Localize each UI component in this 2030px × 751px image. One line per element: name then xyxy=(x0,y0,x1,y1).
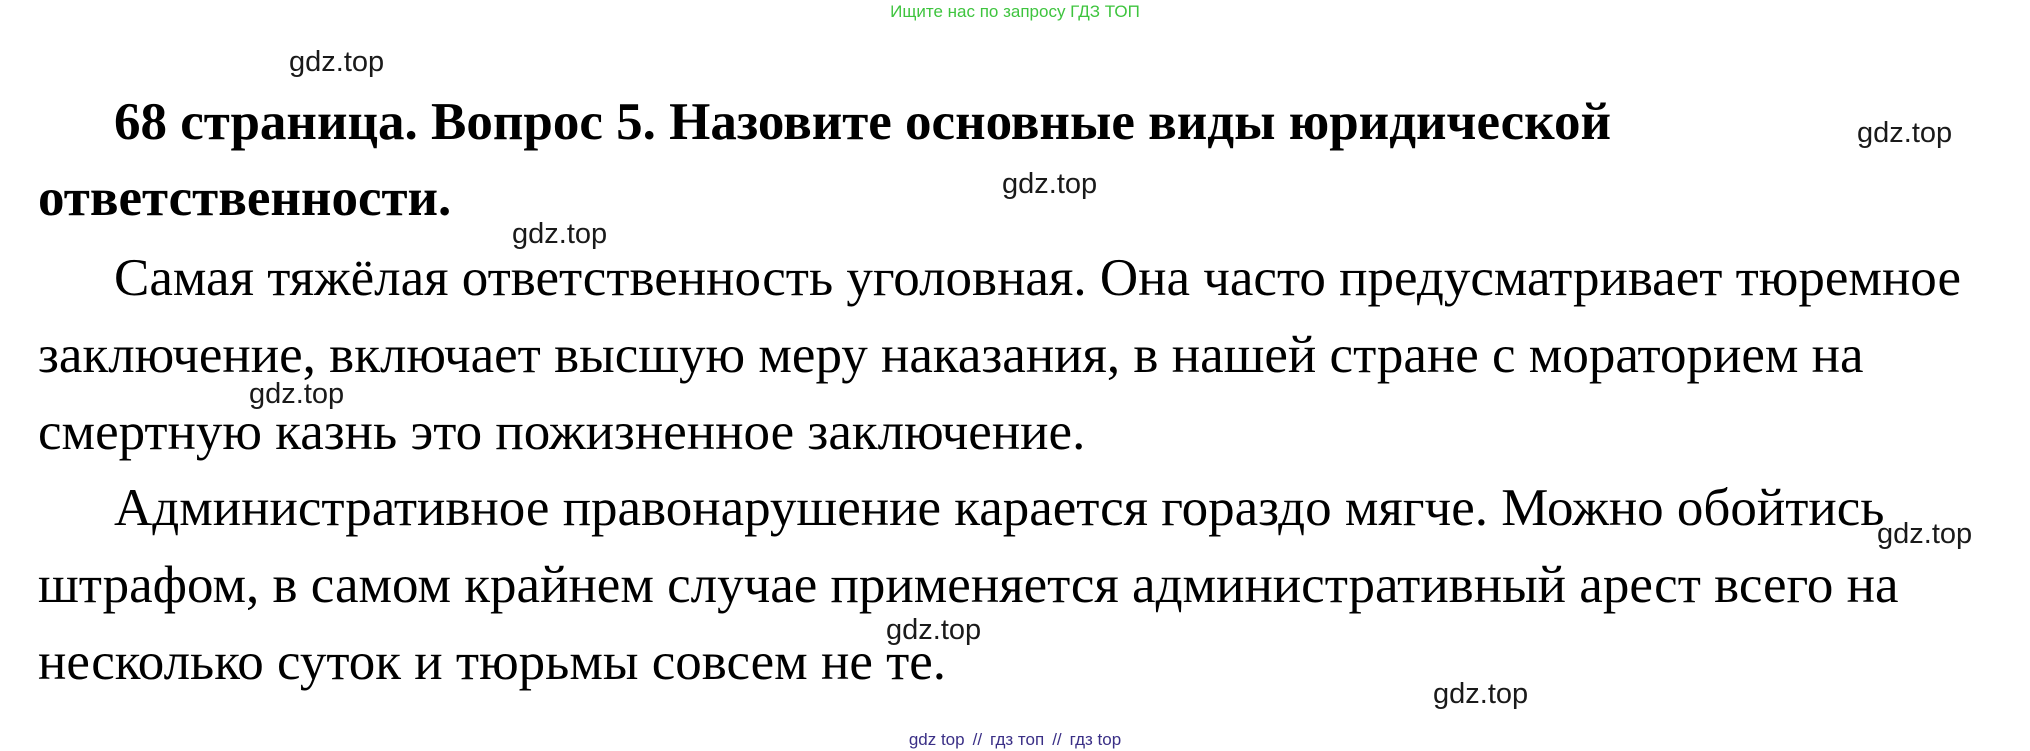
question-heading: 68 страница. Вопрос 5. Назовите основные виды юридической ответственности. xyxy=(38,93,1612,227)
watermark: gdz.top xyxy=(249,378,345,410)
footer-links xyxy=(0,730,2030,750)
answer-paragraph-criminal: Самая тяжёлая ответственность уголовная. Она часто предусматривает тюремное заключение, включает высшую меру наказания, в нашей стране с мораторием на смертную казнь это пожизненное заключение. xyxy=(38,249,1961,461)
watermark: gdz.top xyxy=(1433,678,1529,710)
watermark: gdz.top xyxy=(1002,168,1098,200)
footer-link-gdz-top-ru[interactable]: гдз топ xyxy=(990,730,1045,749)
answer-paragraph-administrative: Административное правонарушение карается гораздо мягче. Можно обойтись штрафом, в самом крайнем случае применяется административный арест всего на несколько суток и тюрьмы совсем не те. xyxy=(38,479,1899,691)
footer-link-gdz-top[interactable]: gdz top xyxy=(908,730,965,749)
footer-link-gdz-top-mixed[interactable]: гдз top xyxy=(1069,730,1122,749)
watermark: gdz.top xyxy=(1857,117,1953,149)
watermark: gdz.top xyxy=(886,614,982,646)
promo-banner[interactable]: Ищите нас по запросу ГДЗ ТОП xyxy=(890,2,1140,21)
watermark: gdz.top xyxy=(1877,518,1973,550)
footer-separator: // xyxy=(972,730,983,749)
watermark: gdz.top xyxy=(512,218,608,250)
footer-separator: // xyxy=(1052,730,1062,749)
watermark: gdz.top xyxy=(289,46,385,78)
